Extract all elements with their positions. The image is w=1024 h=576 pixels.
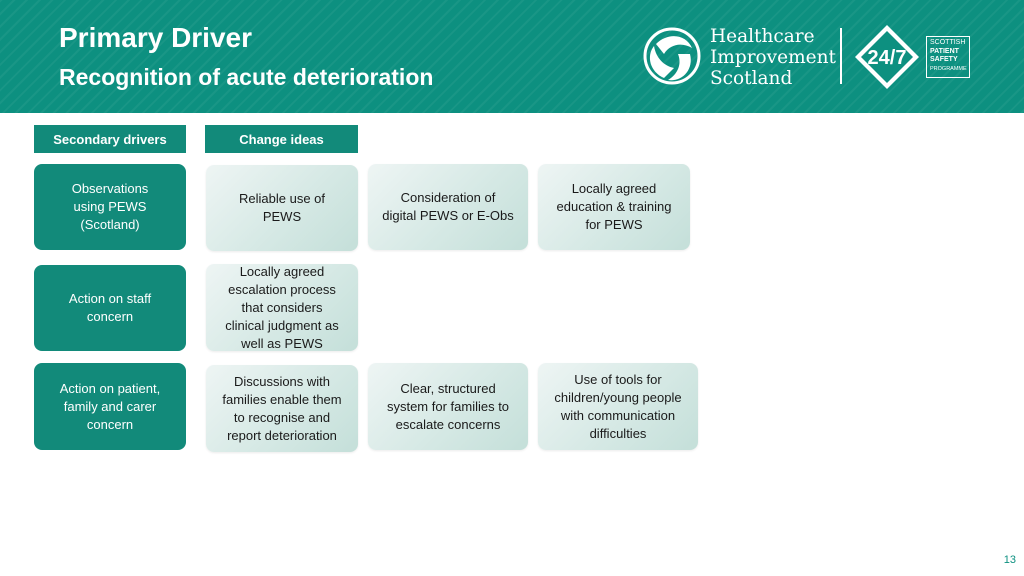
idea-education-training: Locally agreed education & training for PEWS [538,164,690,250]
spp-line: SAFETY [930,56,958,63]
page-subtitle: Recognition of acute deterioration [59,64,434,90]
idea-escalation-process: Locally agreed escalation process that considers clinical judgment as well as PEWS [206,264,358,351]
spp-line: PATIENT [930,47,959,55]
his-logo-line: Improvement [710,47,836,68]
his-logo-text [710,26,836,89]
his-logo-line: Healthcare [710,26,815,47]
badge-text: 24/7 [867,47,907,69]
driver-action-patient-family-concern: Action on patient, family and carer concern [34,363,186,450]
change-ideas-header: Change ideas [205,125,358,153]
page-title: Primary Driver [59,22,253,53]
idea-reliable-use-pews: Reliable use of PEWS [206,165,358,251]
idea-communication-tools: Use of tools for children/young people with communication difficulties [538,363,698,450]
his-logo-line: Scotland [710,68,793,89]
driver-action-staff-concern: Action on staff concern [34,265,186,351]
header-banner [0,0,1024,113]
spp-line: PROGRAMME [930,65,967,72]
spp-logo [926,36,970,78]
every-person-badge-icon [852,22,922,92]
secondary-drivers-header: Secondary drivers [34,125,186,153]
driver-observations-pews: Observations using PEWS (Scotland) [34,164,186,250]
page-number: 13 [1003,554,1016,566]
healthcare-improvement-scotland-logo-icon [642,24,702,88]
idea-digital-pews: Consideration of digital PEWS or E-Obs [368,164,528,250]
idea-family-discussions: Discussions with families enable them to recognise and report deterioration [206,365,358,452]
logo-divider [840,28,842,84]
spp-line: SCOTTISH [930,39,966,46]
idea-family-escalation-system: Clear, structured system for families to escalate concerns [368,363,528,450]
